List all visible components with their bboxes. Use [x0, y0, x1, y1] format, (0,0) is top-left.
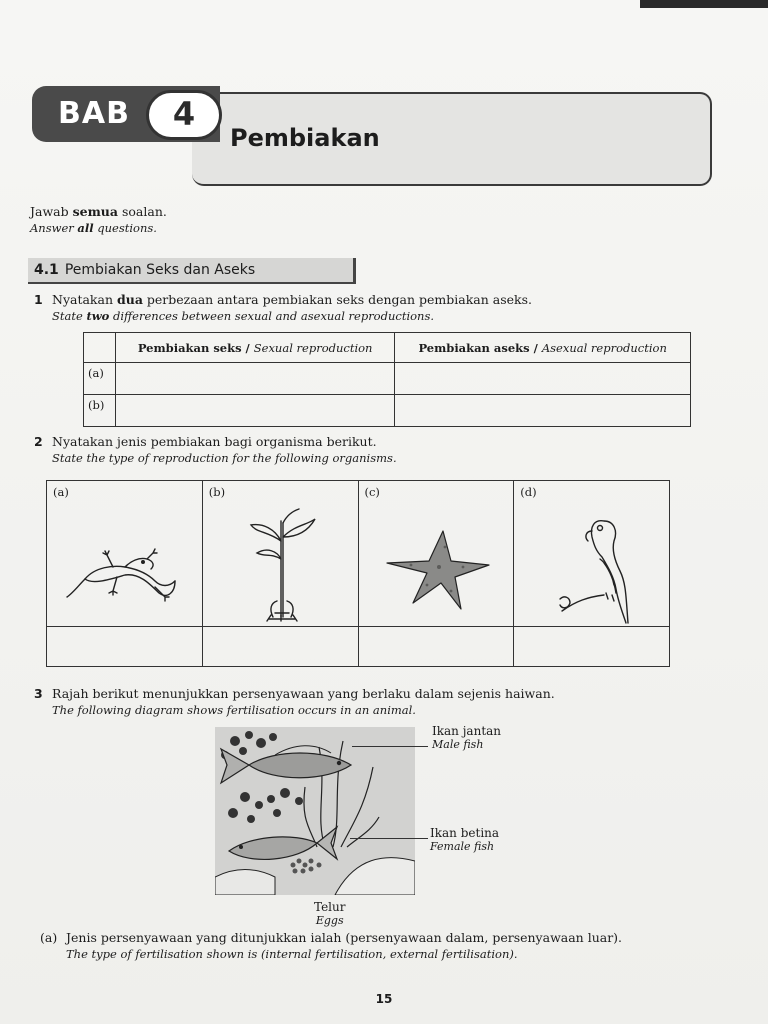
instructions-ms: Jawab semua soalan.	[30, 204, 167, 219]
organisms-table	[46, 480, 670, 667]
question-text-ms: Nyatakan dua perbezaan antara pembiakan seks dengan pembiakan aseks.	[52, 292, 533, 307]
instructions	[30, 204, 167, 236]
organism-cell	[202, 481, 358, 627]
question-3a	[40, 930, 720, 962]
column-header-asexual: Pembiakan aseks / Asexual reproduction	[395, 333, 691, 363]
organism-label: (a)	[53, 485, 69, 499]
chapter-label: BAB	[58, 96, 130, 131]
answer-cell[interactable]	[202, 627, 358, 667]
row-label: (b)	[84, 395, 116, 427]
starfish-icon	[367, 501, 507, 621]
plant-icon	[211, 501, 351, 625]
answer-cell[interactable]	[514, 627, 670, 667]
table-row	[84, 395, 691, 427]
gecko-icon	[55, 501, 195, 621]
female-fish-label: Ikan betina Female fish	[430, 826, 500, 853]
section-title: 4.1 Pembiakan Seks dan Aseks	[34, 262, 256, 278]
male-fish-label: Ikan jantan Male fish	[432, 724, 502, 751]
eggs-label: Telur Eggs	[314, 900, 346, 927]
question-text-ms: Rajah berikut menunjukkan persenyawaan yang berlaku dalam sejenis haiwan.	[52, 686, 555, 701]
table-row	[84, 363, 691, 395]
part-text-en: The type of fertilisation shown is (internal fertilisation, external fertilisation).	[66, 947, 518, 961]
question-2	[34, 434, 714, 466]
organism-cell	[47, 481, 203, 627]
answer-cell[interactable]	[116, 395, 395, 427]
question-number: 1	[34, 292, 43, 307]
part-label: (a)	[40, 930, 58, 945]
answer-cell[interactable]	[116, 363, 395, 395]
differences-table	[83, 332, 691, 427]
male-fish-leader	[352, 746, 428, 747]
answer-cell[interactable]	[395, 395, 691, 427]
instructions-en: Answer all questions.	[30, 221, 157, 235]
organism-cell	[358, 481, 514, 627]
answer-cell[interactable]	[358, 627, 514, 667]
page-number: 15	[375, 992, 393, 1006]
organism-label: (d)	[520, 485, 537, 499]
chapter-number: 4	[146, 90, 222, 140]
question-1	[34, 292, 714, 324]
answer-cell[interactable]	[47, 627, 203, 667]
question-3	[34, 686, 714, 718]
organism-label: (c)	[364, 485, 380, 499]
question-number: 3	[34, 686, 43, 701]
row-label: (a)	[84, 363, 116, 395]
question-text-en: State two differences between sexual and asexual reproductions.	[52, 309, 435, 323]
question-text-en: The following diagram shows fertilisation occurs in an animal.	[52, 703, 416, 717]
question-text-en: State the type of reproduction for the following organisms.	[52, 451, 397, 465]
question-number: 2	[34, 434, 43, 449]
chapter-title: Pembiakan	[230, 124, 380, 152]
part-text-ms: Jenis persenyawaan yang ditunjukkan ialah (persenyawaan dalam, persenyawaan luar).	[66, 930, 623, 945]
fertilisation-diagram	[215, 727, 415, 895]
organism-cell	[514, 481, 670, 627]
female-fish-leader	[350, 838, 428, 839]
question-text-ms: Nyatakan jenis pembiakan bagi organisma berikut.	[52, 434, 377, 449]
table-corner	[84, 333, 116, 363]
column-header-sexual: Pembiakan seks / Sexual reproduction	[116, 333, 395, 363]
scan-edge-shadow	[640, 0, 768, 8]
answer-cell[interactable]	[395, 363, 691, 395]
parrot-icon	[522, 501, 662, 625]
organism-label: (b)	[208, 485, 226, 499]
